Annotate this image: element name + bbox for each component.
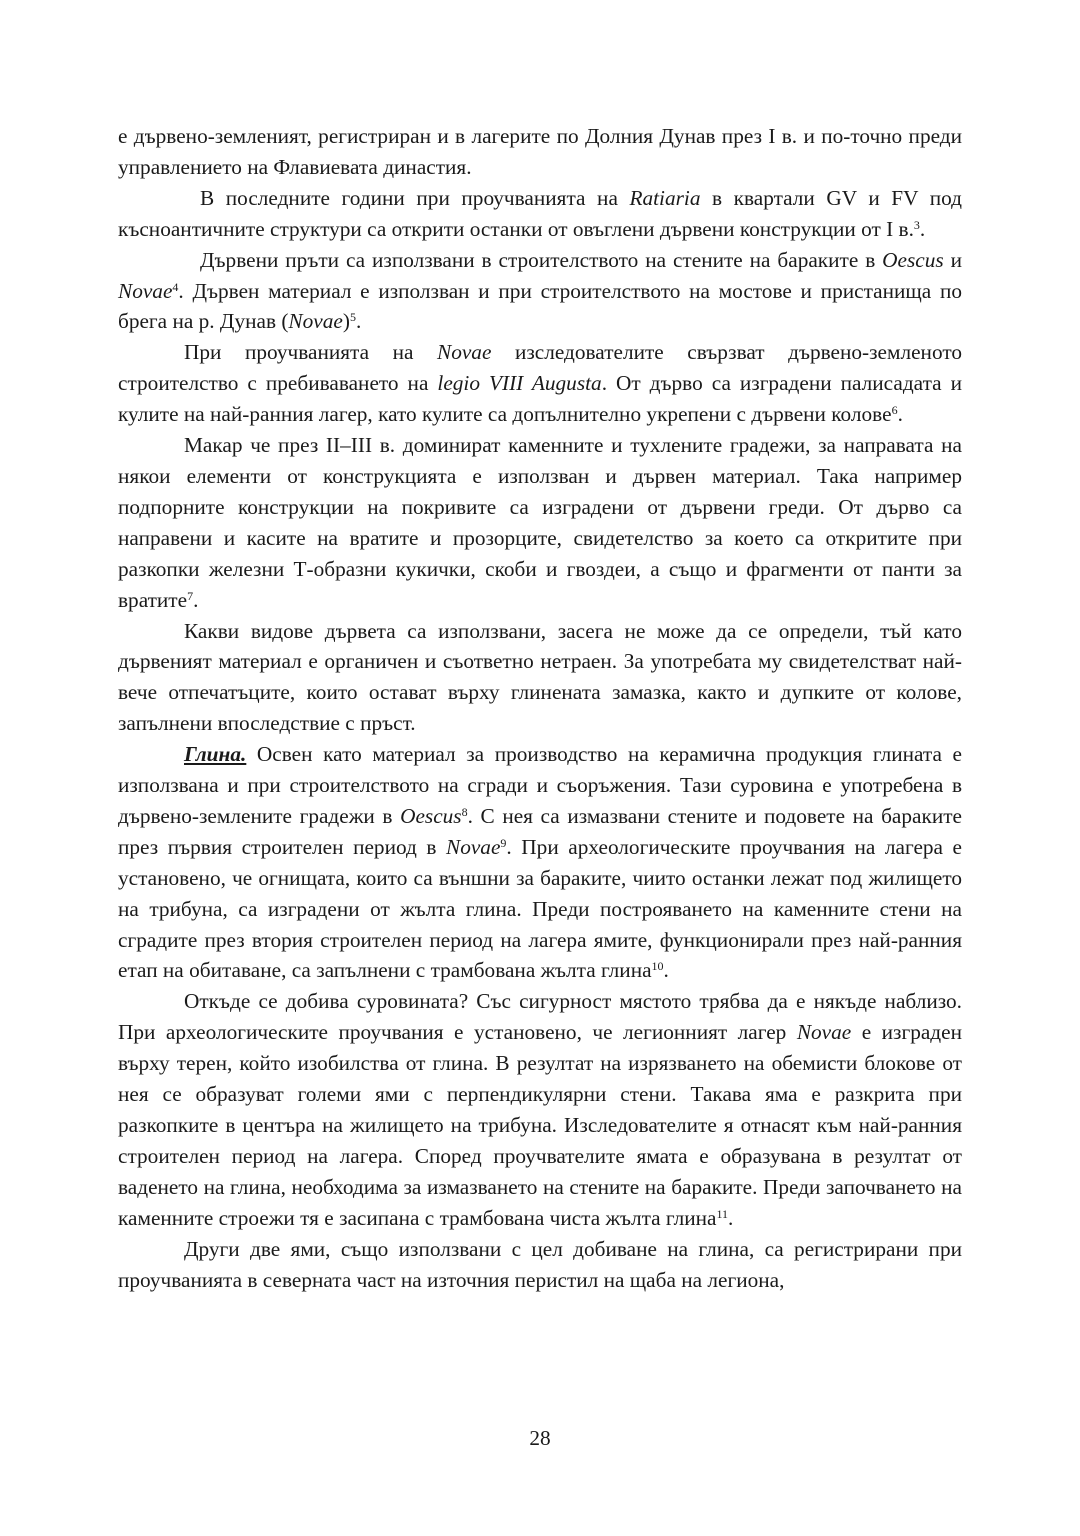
paragraph-5: Макар че през II–III в. доминират каменните и тухлените градежи, за направата на някои елементи от конструкцията е използван и дървен материал. Така например подпорните конструкции на покривите са изградени от дървени греди. От дърво са направени и касите на вратите и прозорците, свидетелство за което са откритите при разкопки железни Т-образни кукички, скоби и гвоздеи, а също и фрагменти от панти за вратите$^7$.: [118, 433, 962, 612]
paragraph-9: Други две ями, също използвани с цел добиване на глина, са регистрирани при проучванията в северната част на източния перистил на щаба на легиона,: [118, 1236, 962, 1292]
paragraph-7: Глина. Освен като материал за производство на керамична продукция глината е използвана и при строителството на сгради и съоръжения. Тази суровина е употребена в дървено-землените градежи в Oescus$^8$. С нея са измазвани стените и подовете на бараките през първия строителен период в Novae$^9$. При археологическите проучвания на лагера е установено, че огнищата, които са външни за бараките, чиито останки лежат под жилището на трибуна, са изградени от жълта глина. Преди построяването на каменните стени на сградите през втория строителен период на лагера ямите, функционирали през най-ранния етап на обитаване, са запълнени с трамбована жълта глина$^{10}$.: [118, 742, 963, 983]
footnote-ref-10: 10: [651, 959, 664, 974]
term-novae: Novae: [796, 1020, 852, 1045]
term-oescus: Oescus: [400, 803, 462, 828]
term-novae: Novae: [288, 309, 343, 334]
footnote-ref-7: 7: [187, 588, 194, 603]
page-number: 28: [529, 1426, 551, 1450]
term-novae: Novae: [446, 834, 501, 859]
paragraph-1: е дървено-земленият, регистриран и в лагерите по Долния Дунав през I в. и по-точно преди управлението на Флавиевата династия.: [118, 124, 962, 179]
paragraph-8: Откъде се добива суровината? Със сигурност мястото трябва да е някъде наблизо. При археологическите проучвания е установено, че легионният лагер Novae е изграден върху терен, който изобилства от глина. В резултат на изрязването на обемисти блокове от нея се образуват големи ями с перпендикулярни стени. Такава яма е разкрита при разкопките в центъра на жилището на трибуна. Изследователите я отнасят към най-ранния строителен период на лагера. Според проучвателите ямата е образувана в резултат от ваденето на глина, необходима за измазването на стените на бараките. Преди започването на каменните строежи тя е засипана с трамбована чиста жълта глина$^{11}$.: [118, 989, 962, 1230]
paragraph-4: При проучванията на Novae изследователите свързват дървено-земленото строителство с пребиваването на legio VIII Augusta. От дърво са изградени палисадата и кулите на най-ранния лагер, като кулите са допълнително укрепени с дървени колове$^6$.: [118, 340, 962, 427]
paragraph-2: В последните години при проучванията на Ratiaria в квартали GV и FV под късноантичните структури са открити останки от овъглени дървени конструкции от I в.$^3$.: [118, 185, 962, 241]
footnote-ref-6: 6: [891, 403, 898, 418]
term-novae: Novae: [118, 278, 173, 303]
footnote-ref-3: 3: [913, 217, 920, 232]
paragraph-6: Какви видове дървета са използвани, засега не може да се определи, тъй като дървеният материал е органичен и съответно нетраен. За употребата му свидетелстват най-вече отпечатъците, които остават върху глинената замазка, както и дупките от колове, запълнени впоследствие с пръст.: [118, 618, 962, 736]
paragraph-3: Дървени пръти са използвани в строителството на стените на бараките в Oescus и Novae$^4$. Дървен материал е използван и при строителството на мостове и пристанища по брега на р. Дунав (Novae)$^5$.: [118, 247, 962, 334]
term-ratiaria: Ratiaria: [629, 185, 701, 210]
footnote-ref-4: 4: [172, 279, 179, 294]
term-oescus: Oescus: [882, 247, 944, 272]
footnote-ref-11: 11: [716, 1206, 729, 1221]
footnote-ref-9: 9: [500, 835, 507, 850]
page-body: [118, 121, 962, 1295]
term-novae: Novae: [437, 340, 492, 365]
footnote-ref-5: 5: [349, 310, 356, 325]
section-heading-clay: Глина.: [184, 742, 247, 767]
term-legio: legio VIII Augusta: [437, 371, 602, 396]
footnote-ref-8: 8: [461, 804, 468, 819]
